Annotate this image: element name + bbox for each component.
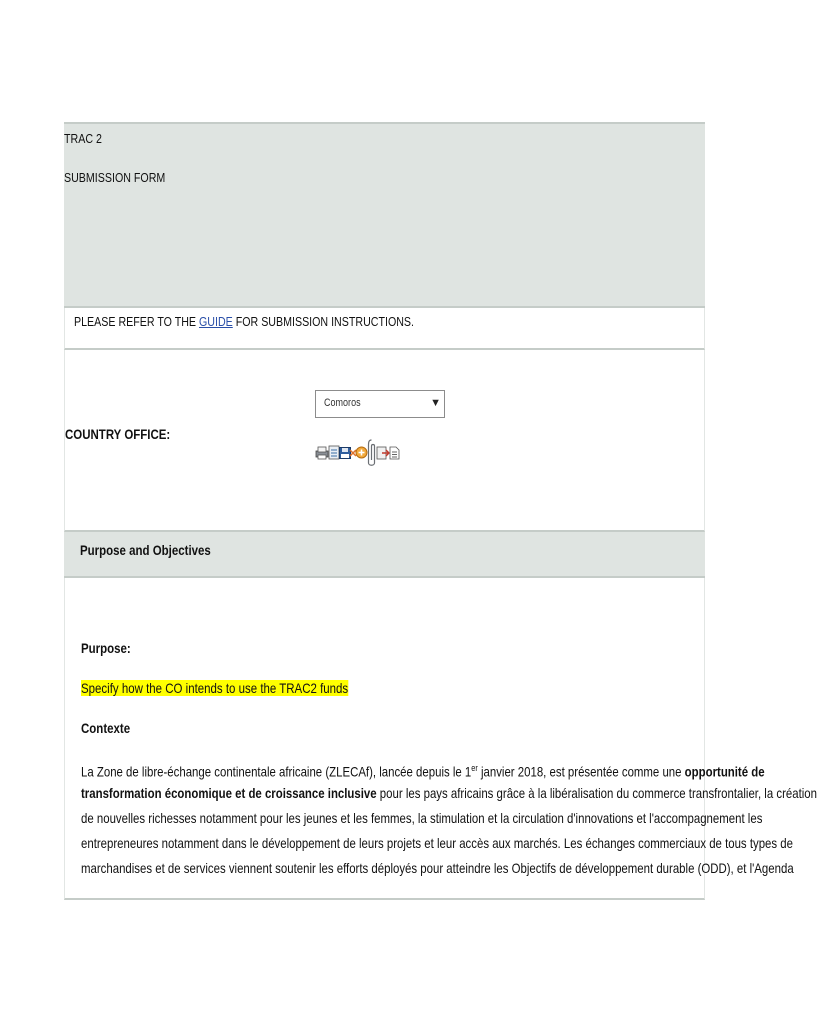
contexte-label: Contexte	[81, 720, 131, 736]
instructions-text	[74, 314, 414, 329]
document-icon[interactable]	[389, 446, 400, 460]
section-heading-row	[64, 532, 705, 578]
line1-bold: opportunité de	[684, 763, 765, 780]
section-heading: Purpose and Objectives	[80, 542, 211, 558]
chevron-down-icon: ▼	[430, 397, 441, 409]
instructions-suffix: FOR SUBMISSION INSTRUCTIONS.	[232, 314, 415, 329]
line1-superscript: er	[471, 763, 478, 773]
form-header	[64, 122, 705, 308]
line2-rest: pour les pays africains grâce à la libéralisation du commerce transfrontalier, la création	[376, 785, 817, 801]
print-icon[interactable]	[315, 446, 329, 460]
purpose-instruction: Specify how the CO intends to use the TRAC2 funds	[81, 680, 349, 696]
line2-bold: transformation économique et de croissance inclusive	[81, 785, 377, 801]
form-title: TRAC 2	[64, 131, 102, 146]
paragraph-line: marchandises et de services viennent soutenir les efforts déployés pour atteindre les Objectifs de développement durable (ODD), et l'Agenda	[81, 860, 794, 876]
country-office-label: COUNTRY OFFICE:	[65, 426, 171, 442]
paragraph-line	[81, 758, 765, 780]
trac2-form	[64, 122, 817, 900]
paragraph-line: de nouvelles richesses notamment pour les jeunes et les femmes, la stimulation et la circulation d'innovations et l'accompagnement les	[81, 810, 763, 826]
country-office-value: Comoros	[324, 397, 361, 409]
country-office-select[interactable]	[315, 390, 445, 418]
country-office-row	[64, 350, 705, 532]
instructions-row	[64, 308, 705, 350]
line1-middle: janvier 2018, est présentée comme une	[477, 763, 685, 780]
attachment-toolbar	[315, 438, 405, 468]
form-subtitle: SUBMISSION FORM	[64, 170, 166, 185]
line1-start: La Zone de libre-échange continentale africaine (ZLECAf), lancée depuis le 1	[81, 763, 472, 780]
instructions-prefix: PLEASE REFER TO THE	[74, 314, 200, 329]
paragraph-line	[81, 783, 817, 803]
purpose-label: Purpose:	[81, 640, 131, 656]
export-icon[interactable]	[376, 446, 390, 460]
guide-link[interactable]: GUIDE	[199, 314, 233, 329]
paragraph-line: entrepreneures notamment dans le développement de leurs projets et leur accès aux marchés. Les échanges commerciaux de tous types de	[81, 835, 793, 851]
attach-icon[interactable]	[367, 438, 376, 468]
purpose-content	[64, 578, 817, 900]
